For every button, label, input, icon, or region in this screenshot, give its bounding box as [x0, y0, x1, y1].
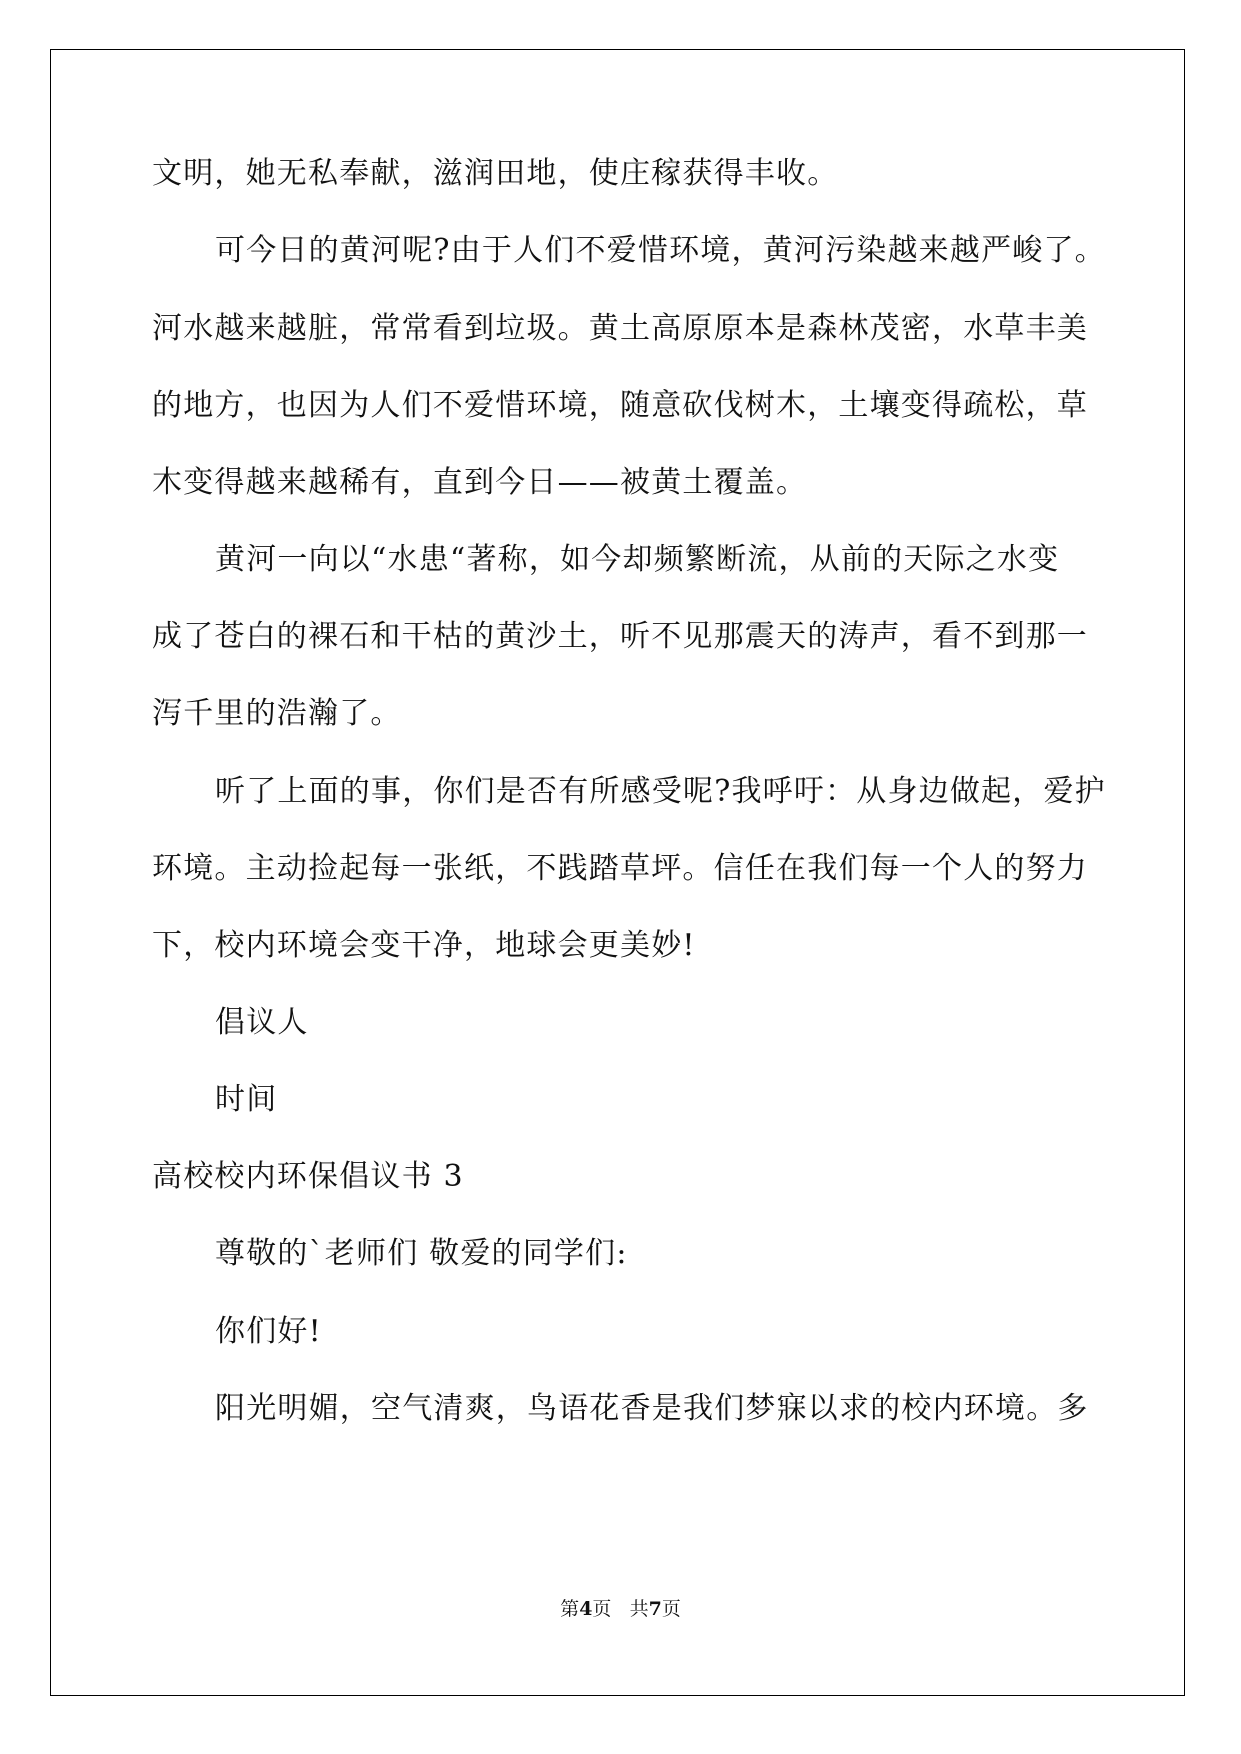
footer-page-suffix: 页 — [592, 1598, 612, 1620]
paragraph-line: 下，校内环境会变干净，地球会更美妙! — [152, 928, 696, 963]
current-page-number: 4 — [579, 1598, 593, 1620]
paragraph-line: 河水越来越脏，常常看到垃圾。黄土高原原本是森林茂密，水草丰美 — [152, 311, 1088, 346]
paragraph-line: 阳光明媚，空气清爽，鸟语花香是我们梦寐以求的校内环境。多 — [215, 1391, 1089, 1426]
section-heading: 高校校内环保倡议书 3 — [152, 1159, 464, 1194]
paragraph-line: 文明，她无私奉献，滋润田地，使庄稼获得丰收。 — [152, 156, 839, 191]
page-footer — [0, 1594, 1241, 1621]
paragraph-line: 黄河一向以“水患“著称，如今却频繁断流，从前的天际之水变 — [215, 542, 1060, 577]
paragraph-line: 环境。主动捡起每一张纸，不践踏草坪。信任在我们每一个人的努力 — [152, 851, 1088, 886]
paragraph-line: 木变得越来越稀有，直到今日——被黄土覆盖。 — [152, 465, 808, 500]
salutation: 尊敬的`老师们 敬爱的同学们: — [215, 1236, 628, 1271]
paragraph-line: 泻千里的浩瀚了。 — [152, 696, 402, 731]
total-page-count: 7 — [648, 1598, 662, 1620]
signature-label: 倡议人 — [215, 1005, 309, 1040]
footer-total-suffix: 页 — [661, 1598, 681, 1620]
paragraph-line: 可今日的黄河呢?由于人们不爱惜环境，黄河污染越来越严峻了。 — [215, 233, 1106, 268]
footer-prefix: 第 — [560, 1598, 580, 1620]
paragraph-line: 的地方，也因为人们不爱惜环境，随意砍伐树木，土壤变得疏松，草 — [152, 388, 1088, 423]
paragraph-line: 成了苍白的裸石和干枯的黄沙土，听不见那震天的涛声，看不到那一 — [152, 619, 1088, 654]
footer-total-prefix: 共 — [629, 1598, 649, 1620]
paragraph-line: 听了上面的事，你们是否有所感受呢?我呼吁：从身边做起，爱护 — [215, 774, 1106, 809]
date-label: 时间 — [215, 1082, 278, 1117]
greeting: 你们好! — [215, 1314, 322, 1349]
